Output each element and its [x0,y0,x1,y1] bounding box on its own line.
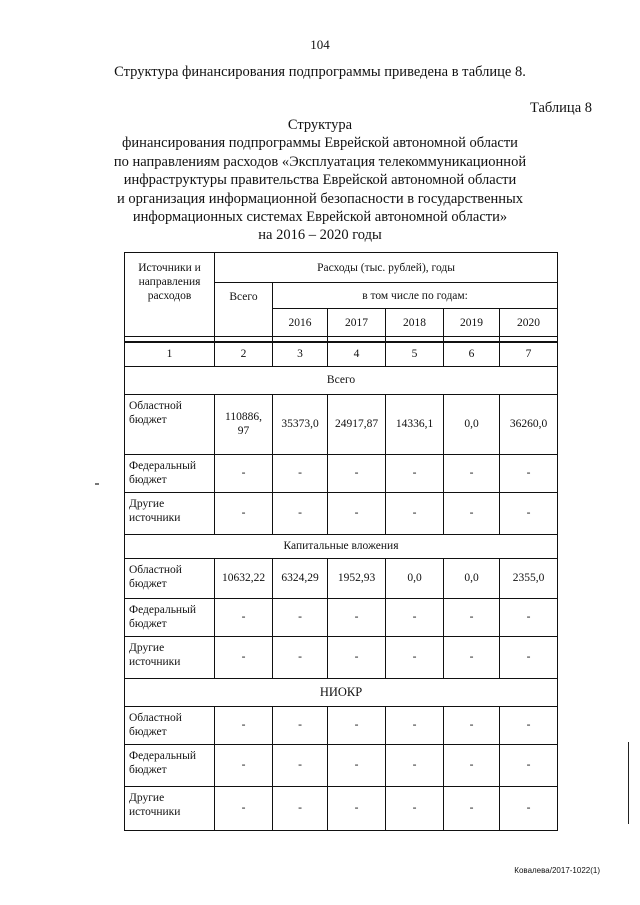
section-row [125,678,558,706]
column-number: 4 [328,342,386,366]
title-line: по направлениям расходов «Эксплуатация телекоммуникационной [113,153,527,170]
source-cell: Федеральный бюджет [125,454,215,492]
title-line: Структура [287,117,353,133]
header-year: 2020 [500,309,558,337]
value-cell [215,394,273,454]
section-title: НИОКР [125,678,558,706]
section-title: Всего [125,366,558,394]
table-row [125,786,558,830]
header-year: 2019 [444,309,500,337]
value-cell: 2355,0 [500,558,558,598]
margin-line [628,742,629,824]
value-cell: - [444,492,500,534]
value-cell: - [273,786,328,830]
column-number: 7 [500,342,558,366]
table-row [125,744,558,786]
value-cell: - [444,706,500,744]
value-cell: - [215,492,273,534]
value-cell: - [273,636,328,678]
value-cell: - [215,706,273,744]
value-cell: - [215,744,273,786]
scan-mark [95,483,99,485]
header-expenses: Расходы (тыс. рублей), годы [215,253,558,283]
column-number: 1 [125,342,215,366]
source-cell: Другие источники [125,492,215,534]
value-cell: - [444,598,500,636]
value-cell: - [500,636,558,678]
value-cell: - [273,454,328,492]
value-part: 97 [237,425,250,437]
value-cell: - [328,636,386,678]
value-cell: 10632,22 [215,558,273,598]
value-cell: - [386,454,444,492]
value-cell: 24917,87 [328,394,386,454]
value-cell: - [444,636,500,678]
value-cell: 0,0 [444,558,500,598]
intro-text: Структура финансирования подпрограммы приведена в таблице 8. [114,64,526,80]
table-row [125,598,558,636]
table-label: Таблица 8 [529,100,592,116]
header-year: 2017 [328,309,386,337]
value-cell: - [500,786,558,830]
value-part: 110886, [225,411,262,423]
value-cell: 36260,0 [500,394,558,454]
column-number: 6 [444,342,500,366]
source-cell: Областной бюджет [125,558,215,598]
footer-code: Ковалева/2017-1022(1) [514,866,600,875]
value-cell: 35373,0 [273,394,328,454]
table-title [0,116,640,245]
value-cell: - [386,744,444,786]
value-cell: - [386,706,444,744]
value-cell: - [444,744,500,786]
value-cell: - [386,786,444,830]
value-cell: - [500,454,558,492]
table-row [125,394,558,454]
value-cell: - [215,786,273,830]
column-number: 5 [386,342,444,366]
table-row [125,454,558,492]
value-cell: - [273,598,328,636]
financing-table [124,252,558,831]
value-cell: - [386,492,444,534]
source-cell: Другие источники [125,636,215,678]
section-title: Капитальные вложения [125,534,558,558]
value-cell: - [386,636,444,678]
table-row [125,558,558,598]
column-number: 2 [215,342,273,366]
title-line: финансирования подпрограммы Еврейской автономной области [122,135,518,152]
value-cell: - [273,706,328,744]
header-sources: Источники и направления расходов [125,253,215,337]
value-cell: - [273,744,328,786]
value-cell: - [215,636,273,678]
source-cell: Областной бюджет [125,394,215,454]
value-cell: - [500,598,558,636]
title-line: информационных системах Еврейской автономной области» [132,209,508,226]
value-cell: 6324,29 [273,558,328,598]
value-cell: - [273,492,328,534]
value-cell: - [328,786,386,830]
value-cell: - [328,706,386,744]
value-cell: - [328,598,386,636]
header-year: 2016 [273,309,328,337]
value-cell: - [328,454,386,492]
value-cell: - [500,744,558,786]
value-cell: 1952,93 [328,558,386,598]
section-row [125,534,558,558]
source-cell: Федеральный бюджет [125,744,215,786]
value-cell: - [386,598,444,636]
value-cell: - [328,744,386,786]
table-row [125,706,558,744]
header-total: Всего [215,283,273,337]
header-year: 2018 [386,309,444,337]
value-cell: - [215,598,273,636]
header-by-years: в том числе по годам: [273,283,558,309]
value-cell: 14336,1 [386,394,444,454]
column-number: 3 [273,342,328,366]
source-cell: Федеральный бюджет [125,598,215,636]
value-cell: 0,0 [444,394,500,454]
table-row [125,636,558,678]
source-cell: Другие источники [125,786,215,830]
title-line: и организация информационной безопасности в государственных [116,190,524,207]
value-cell: - [500,706,558,744]
page-number: 104 [310,37,330,52]
section-row [125,366,558,394]
value-cell: - [215,454,273,492]
value-cell: - [328,492,386,534]
column-numbers-row [125,342,558,366]
source-cell: Областной бюджет [125,706,215,744]
table-row [125,492,558,534]
value-cell: 0,0 [386,558,444,598]
value-cell: - [444,786,500,830]
title-line: на 2016 – 2020 годы [258,227,382,244]
title-line: инфраструктуры правительства Еврейской автономной области [123,172,517,189]
value-cell: - [500,492,558,534]
value-cell: - [444,454,500,492]
